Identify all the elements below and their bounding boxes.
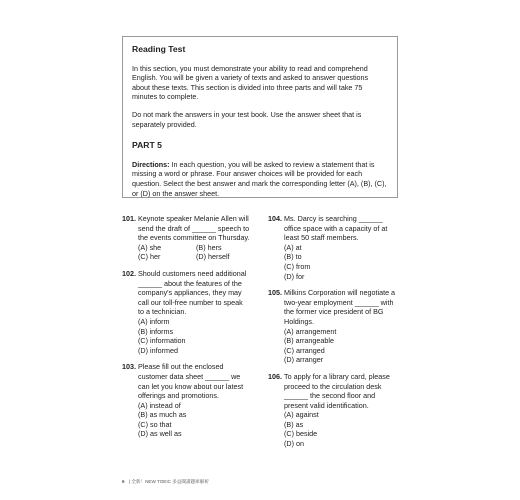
option-a: (A) inform xyxy=(138,316,170,326)
answer-options xyxy=(284,327,396,365)
question-number: 101. xyxy=(122,214,136,223)
option-b: (B) as much as xyxy=(138,410,187,420)
question-104 xyxy=(268,214,396,281)
option-d: (D) for xyxy=(284,271,305,281)
question-number: 105. xyxy=(268,288,282,298)
option-c: (C) information xyxy=(138,336,186,346)
option-b: (B) arrangeable xyxy=(284,336,334,346)
question-text: To apply for a library card, please proceed to the circulation desk ______ the second floor and present valid identification. xyxy=(284,371,390,410)
option-c: (C) from xyxy=(284,261,311,271)
option-c: (C) her xyxy=(138,252,161,262)
section-title: Reading Test xyxy=(132,44,186,54)
option-b: (B) informs xyxy=(138,326,174,336)
book-title: | 全新！NEW TOEIC 多益閱讀題庫解析 xyxy=(128,479,209,484)
answer-options xyxy=(138,401,250,439)
question-105 xyxy=(268,288,396,365)
question-number: 103. xyxy=(122,362,136,372)
instructions-box xyxy=(122,36,398,198)
option-c: (C) beside xyxy=(284,429,318,439)
option-d: (D) informed xyxy=(138,345,178,355)
option-a: (A) at xyxy=(284,242,302,252)
question-number: 102. xyxy=(122,268,136,278)
option-d: (D) as well as xyxy=(138,429,182,439)
question-text: Ms. Darcy is searching ______ office space with a capacity of at least 50 staff members. xyxy=(284,214,388,243)
question-text: Milkins Corporation will negotiate a two-year employment ______ with the former vice president of BG Holdings. xyxy=(284,288,396,326)
option-d: (D) on xyxy=(284,439,304,449)
option-b: (B) as xyxy=(284,419,304,429)
part-heading: PART 5 xyxy=(132,140,162,151)
option-a: (A) instead of xyxy=(138,400,181,410)
option-c: (C) so that xyxy=(138,419,172,429)
answer-sheet-note: Do not mark the answers in your test book. Use the answer sheet that is separately provided. xyxy=(132,109,362,129)
directions-text: In each question, you will be asked to review a statement that is missing a word or phrase. Four answer choices will be provided for each question. Select the best answer and mark the corresponding letter (A), (B), (C), or (D) on the answer sheet. xyxy=(132,159,387,198)
option-a: (A) she xyxy=(138,242,162,252)
question-text: Please fill out the enclosed customer data sheet ______ we can let you know about our latest offerings and promotions. xyxy=(138,362,244,401)
question-number: 104. xyxy=(268,214,282,223)
option-c: (C) arranged xyxy=(284,345,325,355)
page-footer xyxy=(122,477,209,487)
answer-options xyxy=(138,243,250,262)
question-number: 106. xyxy=(268,371,282,381)
option-d: (D) arranger xyxy=(284,355,324,365)
question-103 xyxy=(122,362,250,439)
answer-options xyxy=(138,317,250,355)
question-text: Should customers need additional ______ about the features of the company's appliances, they may call our toll-free number to speak to a technician. xyxy=(138,268,247,317)
question-102 xyxy=(122,269,250,355)
page-number: 6 xyxy=(122,479,125,484)
question-106 xyxy=(268,372,396,449)
question-text: Keynote speaker Melanie Allen will send the draft of ______ speech to the events committee on Thursday. xyxy=(138,214,250,243)
questions-left-column xyxy=(122,214,250,446)
directions-paragraph xyxy=(132,160,388,198)
option-a: (A) against xyxy=(284,410,319,420)
option-b: (B) to xyxy=(284,252,302,262)
directions-label: Directions: xyxy=(132,159,170,169)
answer-options xyxy=(284,243,396,281)
questions-right-column xyxy=(268,214,396,456)
option-b: (B) hers xyxy=(196,242,222,252)
question-101 xyxy=(122,214,250,262)
intro-paragraph: In this section, you must demonstrate your ability to read and comprehend English. You will be given a variety of texts and asked to answer questions about these texts. This section is divided into three parts and will take 75 minutes to complete. xyxy=(132,63,369,102)
option-d: (D) herself xyxy=(196,252,230,262)
option-a: (A) arrangement xyxy=(284,326,337,336)
answer-options xyxy=(284,410,396,448)
